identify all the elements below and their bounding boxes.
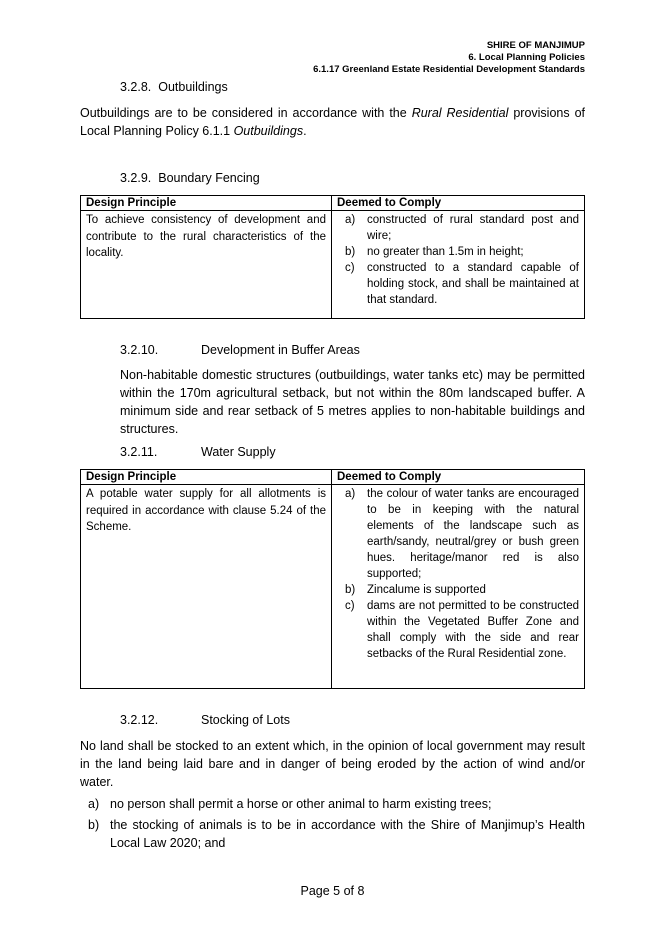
list-item xyxy=(80,816,585,852)
section-title: Outbuildings xyxy=(158,80,228,94)
header-policy: 6.1.17 Greenland Estate Residential Development Standards xyxy=(313,64,585,75)
col-header-deemed-to-comply: Deemed to Comply xyxy=(332,196,585,211)
section-title: Water Supply xyxy=(201,445,276,459)
heading-3-2-8 xyxy=(120,80,228,94)
list-item-text: the colour of water tanks are encouraged to be in keeping with the natural elements of the landscape such as earth/sandy, neutral/grey or bush green hues. heritage/manor red is also supported; xyxy=(367,488,579,580)
text-run: provisions of Local Planning Policy 6.1.1 xyxy=(80,106,586,138)
design-principle-cell: A potable water supply for all allotments is required in accordance with clause 5.24 of the Scheme. xyxy=(81,485,332,689)
text-run-italic: Outbuildings xyxy=(233,124,304,138)
list-marker: a) xyxy=(88,797,100,811)
list-marker: a) xyxy=(345,488,356,500)
deemed-to-comply-cell xyxy=(332,211,585,319)
list-marker: b) xyxy=(345,584,356,596)
page-number: Page 5 of 8 xyxy=(300,884,365,898)
list-item-text: constructed of rural standard post and wire; xyxy=(367,214,579,242)
list-item-text: the stocking of animals is to be in accordance with the Shire of Manjimup’s Health Local Law 2020; and xyxy=(110,818,585,850)
section-title: Stocking of Lots xyxy=(201,713,290,727)
criteria-list xyxy=(337,212,579,308)
list-marker: a) xyxy=(345,214,356,226)
section-title: Development in Buffer Areas xyxy=(201,343,360,357)
text-run-italic: Rural Residential xyxy=(411,106,509,120)
stocking-list-container xyxy=(80,795,585,855)
list-item xyxy=(337,598,579,662)
heading-3-2-10 xyxy=(120,343,360,357)
list-marker: b) xyxy=(88,818,100,832)
col-header-design-principle: Design Principle xyxy=(81,470,332,485)
heading-3-2-11 xyxy=(120,445,276,459)
page-header xyxy=(313,40,585,76)
header-shire: SHIRE OF MANJIMUP xyxy=(486,40,585,51)
boundary-fencing-table xyxy=(80,195,585,319)
section-number: 3.2.11. xyxy=(120,445,158,459)
list-item xyxy=(337,486,579,582)
list-marker: c) xyxy=(345,600,355,612)
heading-3-2-9 xyxy=(120,171,260,185)
header-section: 6. Local Planning Policies xyxy=(468,52,585,63)
heading-3-2-12 xyxy=(120,713,290,727)
section-number: 3.2.8. xyxy=(120,80,152,94)
stocking-list xyxy=(80,795,585,852)
col-header-deemed-to-comply: Deemed to Comply xyxy=(332,470,585,485)
list-item xyxy=(80,795,585,813)
list-marker: b) xyxy=(345,246,356,258)
section-number: 3.2.9. xyxy=(120,171,152,185)
list-item xyxy=(337,244,579,260)
list-marker: c) xyxy=(345,262,355,274)
list-item xyxy=(337,212,579,244)
section-number: 3.2.12. xyxy=(120,713,159,727)
outbuildings-paragraph xyxy=(80,104,585,140)
list-item xyxy=(337,582,579,598)
design-principle-cell: To achieve consistency of development and contribute to the rural characteristics of the locality. xyxy=(81,211,332,319)
criteria-list xyxy=(337,486,579,662)
water-supply-table xyxy=(80,469,585,689)
stocking-paragraph: No land shall be stocked to an extent which, in the opinion of local government may result in the land being laid bare and in danger of being eroded by the action of wind and/or water. xyxy=(80,739,585,789)
list-item-text: no greater than 1.5m in height; xyxy=(367,246,524,258)
section-number: 3.2.10. xyxy=(120,343,159,357)
list-item-text: Zincalume is supported xyxy=(367,584,486,596)
deemed-to-comply-cell xyxy=(332,485,585,689)
list-item-text: dams are not permitted to be constructed within the Vegetated Buffer Zone and shall comply with the side and rear setbacks of the Rural Residential zone. xyxy=(367,600,579,660)
list-item-text: constructed to a standard capable of holding stock, and shall be maintained at that standard. xyxy=(367,262,579,306)
text-run: Outbuildings are to be considered in accordance with the xyxy=(80,106,412,120)
list-item-text: no person shall permit a horse or other animal to harm existing trees; xyxy=(110,797,492,811)
text-run: . xyxy=(303,124,307,138)
list-item xyxy=(337,260,579,308)
section-title: Boundary Fencing xyxy=(158,171,260,185)
buffer-areas-paragraph: Non-habitable domestic structures (outbuildings, water tanks etc) may be permitted within the 170m agricultural setback, but not within the 80m landscaped buffer. A minimum side and rear setback of 5 metres applies to non-habitable buildings and structures. xyxy=(120,368,585,436)
col-header-design-principle: Design Principle xyxy=(81,196,332,211)
